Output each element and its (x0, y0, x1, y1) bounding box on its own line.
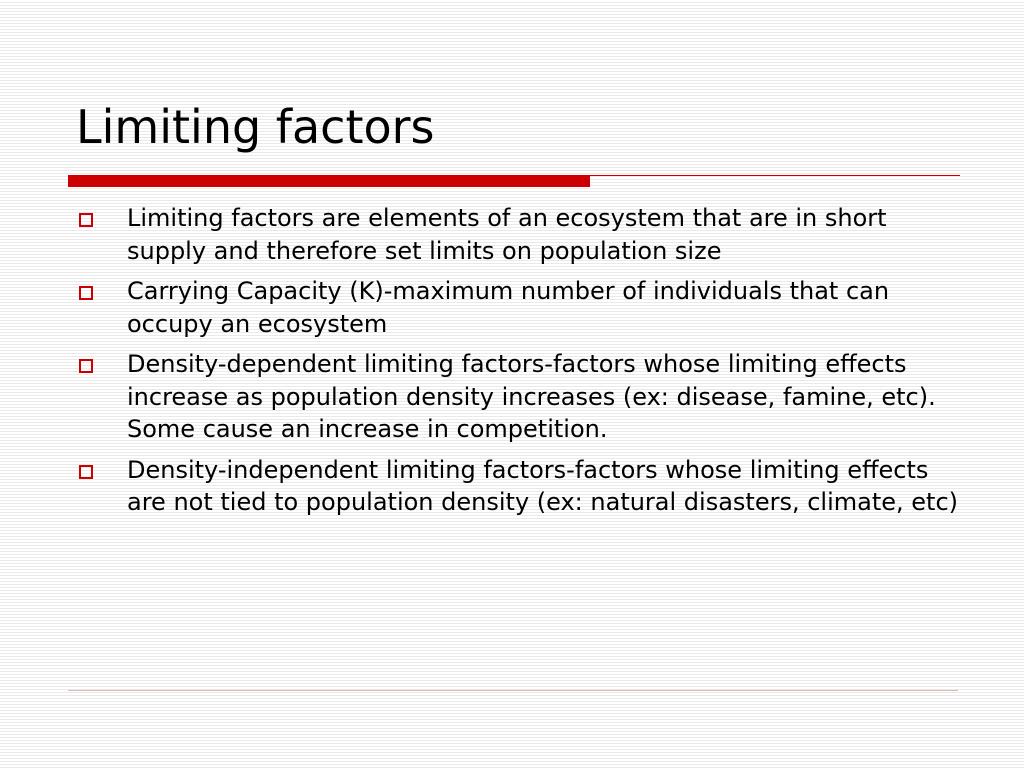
bullet-item (72, 275, 962, 340)
bullet-text: Limiting factors are elements of an ecosystem that are in short supply and therefore set limits on population size (127, 204, 887, 265)
hollow-square-icon (79, 213, 93, 227)
title-underline-bar (68, 175, 590, 187)
bullet-item (72, 348, 962, 446)
bullet-list (72, 202, 962, 527)
hollow-square-icon (79, 465, 93, 479)
title-underline-line (590, 175, 960, 176)
bullet-text: Density-independent limiting factors-factors whose limiting effects are not tied to population density (ex: natural disasters, climate, etc) (127, 455, 959, 516)
bullet-item (72, 454, 962, 519)
hollow-square-icon (79, 286, 93, 300)
bullet-item (72, 202, 962, 267)
hollow-square-icon (79, 359, 93, 373)
bullet-text: Carrying Capacity (K)-maximum number of individuals that can occupy an ecosystem (127, 277, 890, 338)
footer-divider (68, 690, 958, 691)
slide-title: Limiting factors (76, 100, 435, 154)
bullet-text: Density-dependent limiting factors-factors whose limiting effects increase as population density increases (ex: disease, famine, etc). Some cause an increase in competition. (127, 350, 936, 443)
